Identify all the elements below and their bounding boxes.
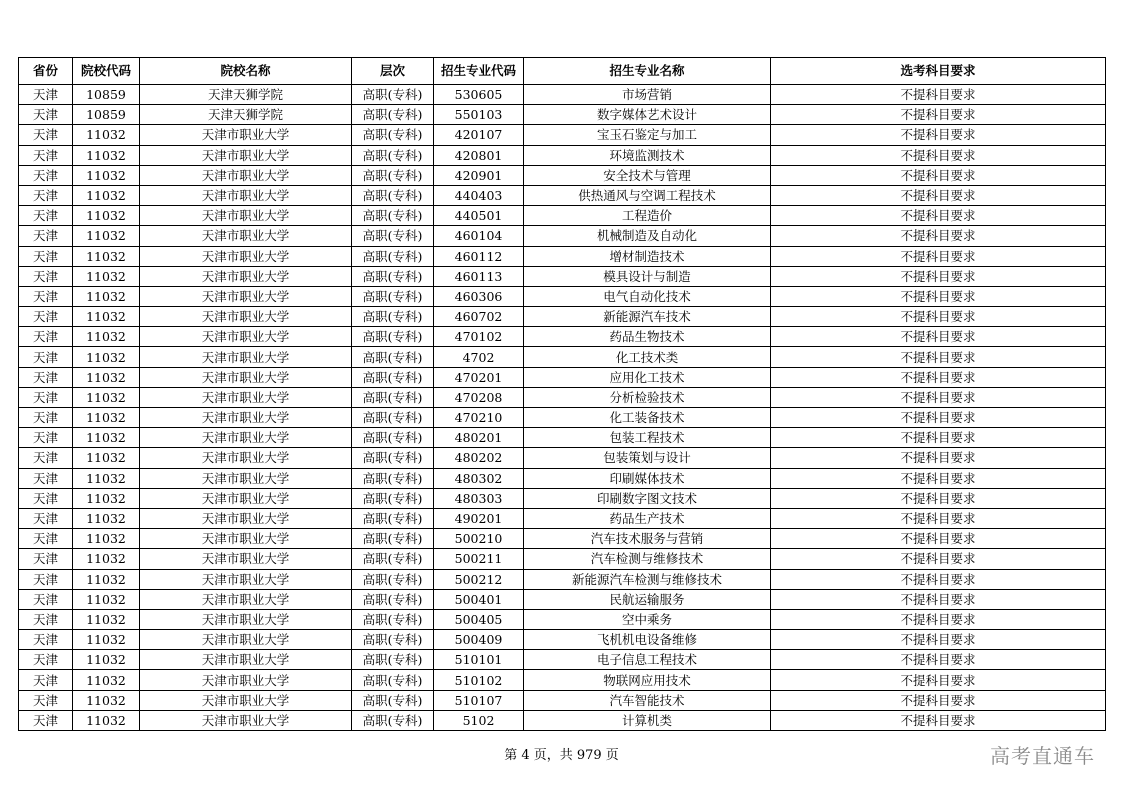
table-row [19,266,1106,286]
cell-school-name: 天津市职业大学 [140,367,352,387]
table-row [19,589,1106,609]
table-row [19,448,1106,468]
cell-subject-requirement: 不提科目要求 [771,529,1106,549]
table-row [19,206,1106,226]
cell-subject-requirement: 不提科目要求 [771,266,1106,286]
cell-major-name: 药品生产技术 [524,508,771,528]
cell-province: 天津 [19,428,73,448]
cell-level: 高职(专科) [352,367,434,387]
cell-level: 高职(专科) [352,145,434,165]
cell-school-name: 天津市职业大学 [140,226,352,246]
cell-subject-requirement: 不提科目要求 [771,206,1106,226]
cell-major-code: 5102 [434,710,524,730]
cell-level: 高职(专科) [352,206,434,226]
cell-subject-requirement: 不提科目要求 [771,670,1106,690]
cell-major-name: 电气自动化技术 [524,286,771,306]
cell-major-name: 模具设计与制造 [524,266,771,286]
cell-school-name: 天津市职业大学 [140,408,352,428]
cell-major-name: 环境监测技术 [524,145,771,165]
cell-school-name: 天津市职业大学 [140,488,352,508]
cell-level: 高职(专科) [352,609,434,629]
cell-level: 高职(专科) [352,185,434,205]
cell-school-code: 10859 [73,85,140,105]
cell-level: 高职(专科) [352,387,434,407]
header-row [19,58,1106,85]
cell-school-code: 11032 [73,569,140,589]
cell-major-code: 4702 [434,347,524,367]
admission-table-container [18,57,1105,731]
cell-major-name: 数字媒体艺术设计 [524,105,771,125]
cell-level: 高职(专科) [352,488,434,508]
cell-school-name: 天津市职业大学 [140,327,352,347]
cell-major-name: 增材制造技术 [524,246,771,266]
cell-level: 高职(专科) [352,650,434,670]
cell-subject-requirement: 不提科目要求 [771,367,1106,387]
cell-major-name: 电子信息工程技术 [524,650,771,670]
header-major-code: 招生专业代码 [434,58,524,85]
cell-major-code: 530605 [434,85,524,105]
cell-subject-requirement: 不提科目要求 [771,448,1106,468]
cell-subject-requirement: 不提科目要求 [771,145,1106,165]
cell-major-code: 510107 [434,690,524,710]
cell-school-code: 11032 [73,367,140,387]
cell-school-code: 11032 [73,508,140,528]
cell-major-code: 460306 [434,286,524,306]
cell-school-code: 11032 [73,630,140,650]
header-major-name: 招生专业名称 [524,58,771,85]
cell-major-code: 460702 [434,307,524,327]
cell-level: 高职(专科) [352,85,434,105]
cell-school-name: 天津市职业大学 [140,165,352,185]
table-row [19,569,1106,589]
cell-province: 天津 [19,387,73,407]
cell-major-name: 工程造价 [524,206,771,226]
cell-school-name: 天津市职业大学 [140,508,352,528]
cell-major-name: 计算机类 [524,710,771,730]
cell-province: 天津 [19,85,73,105]
cell-province: 天津 [19,165,73,185]
cell-subject-requirement: 不提科目要求 [771,710,1106,730]
table-row [19,185,1106,205]
table-row [19,670,1106,690]
table-row [19,428,1106,448]
table-row [19,408,1106,428]
cell-school-name: 天津市职业大学 [140,448,352,468]
cell-school-name: 天津天狮学院 [140,85,352,105]
cell-major-code: 550103 [434,105,524,125]
cell-major-name: 化工技术类 [524,347,771,367]
cell-province: 天津 [19,508,73,528]
table-row [19,226,1106,246]
cell-school-name: 天津市职业大学 [140,710,352,730]
cell-school-code: 11032 [73,589,140,609]
watermark-logo-text: 高考直通车 [990,744,1095,768]
cell-province: 天津 [19,206,73,226]
cell-major-name: 空中乘务 [524,609,771,629]
cell-school-code: 11032 [73,226,140,246]
cell-school-code: 11032 [73,327,140,347]
cell-school-code: 11032 [73,206,140,226]
cell-major-code: 480202 [434,448,524,468]
cell-province: 天津 [19,609,73,629]
cell-school-name: 天津市职业大学 [140,609,352,629]
cell-school-name: 天津市职业大学 [140,589,352,609]
cell-major-name: 新能源汽车技术 [524,307,771,327]
cell-major-name: 机械制造及自动化 [524,226,771,246]
cell-major-name: 供热通风与空调工程技术 [524,185,771,205]
header-level: 层次 [352,58,434,85]
cell-major-code: 470201 [434,367,524,387]
table-row [19,387,1106,407]
cell-school-code: 11032 [73,246,140,266]
cell-major-code: 420107 [434,125,524,145]
cell-school-code: 11032 [73,549,140,569]
cell-major-code: 500405 [434,609,524,629]
cell-major-code: 460104 [434,226,524,246]
cell-major-code: 470102 [434,327,524,347]
cell-level: 高职(专科) [352,569,434,589]
cell-level: 高职(专科) [352,246,434,266]
cell-province: 天津 [19,327,73,347]
header-school-name: 院校名称 [140,58,352,85]
cell-province: 天津 [19,710,73,730]
cell-province: 天津 [19,650,73,670]
cell-subject-requirement: 不提科目要求 [771,408,1106,428]
cell-level: 高职(专科) [352,347,434,367]
cell-province: 天津 [19,367,73,387]
cell-subject-requirement: 不提科目要求 [771,307,1106,327]
cell-province: 天津 [19,347,73,367]
cell-province: 天津 [19,529,73,549]
cell-major-name: 汽车智能技术 [524,690,771,710]
cell-school-name: 天津市职业大学 [140,468,352,488]
table-row [19,508,1106,528]
cell-school-code: 11032 [73,307,140,327]
cell-province: 天津 [19,125,73,145]
cell-province: 天津 [19,286,73,306]
cell-school-code: 11032 [73,408,140,428]
admission-requirements-table [18,57,1106,731]
table-row [19,529,1106,549]
cell-major-code: 440403 [434,185,524,205]
cell-level: 高职(专科) [352,589,434,609]
table-row [19,307,1106,327]
cell-province: 天津 [19,670,73,690]
cell-subject-requirement: 不提科目要求 [771,327,1106,347]
cell-level: 高职(专科) [352,529,434,549]
cell-school-code: 11032 [73,690,140,710]
cell-school-name: 天津市职业大学 [140,246,352,266]
cell-subject-requirement: 不提科目要求 [771,125,1106,145]
cell-province: 天津 [19,185,73,205]
cell-level: 高职(专科) [352,327,434,347]
cell-major-code: 480303 [434,488,524,508]
cell-subject-requirement: 不提科目要求 [771,609,1106,629]
cell-level: 高职(专科) [352,266,434,286]
cell-level: 高职(专科) [352,165,434,185]
cell-level: 高职(专科) [352,408,434,428]
cell-major-name: 飞机机电设备维修 [524,630,771,650]
table-row [19,165,1106,185]
cell-province: 天津 [19,468,73,488]
cell-province: 天津 [19,448,73,468]
cell-level: 高职(专科) [352,670,434,690]
cell-major-code: 420801 [434,145,524,165]
cell-school-name: 天津市职业大学 [140,347,352,367]
table-row [19,347,1106,367]
cell-level: 高职(专科) [352,468,434,488]
cell-major-code: 510101 [434,650,524,670]
cell-subject-requirement: 不提科目要求 [771,428,1106,448]
cell-major-name: 分析检验技术 [524,387,771,407]
cell-major-name: 汽车检测与维修技术 [524,549,771,569]
cell-level: 高职(专科) [352,428,434,448]
cell-major-name: 药品生物技术 [524,327,771,347]
cell-major-code: 510102 [434,670,524,690]
cell-province: 天津 [19,246,73,266]
table-row [19,488,1106,508]
cell-level: 高职(专科) [352,448,434,468]
cell-subject-requirement: 不提科目要求 [771,347,1106,367]
table-row [19,286,1106,306]
cell-school-code: 11032 [73,125,140,145]
cell-school-code: 11032 [73,428,140,448]
table-row [19,85,1106,105]
cell-school-code: 11032 [73,286,140,306]
cell-school-name: 天津市职业大学 [140,630,352,650]
cell-school-name: 天津市职业大学 [140,569,352,589]
table-row [19,327,1106,347]
cell-level: 高职(专科) [352,630,434,650]
cell-level: 高职(专科) [352,307,434,327]
cell-major-name: 包装工程技术 [524,428,771,448]
cell-subject-requirement: 不提科目要求 [771,569,1106,589]
table-row [19,650,1106,670]
cell-school-code: 11032 [73,145,140,165]
cell-major-name: 化工装备技术 [524,408,771,428]
cell-subject-requirement: 不提科目要求 [771,105,1106,125]
cell-major-code: 420901 [434,165,524,185]
cell-school-code: 11032 [73,347,140,367]
cell-school-name: 天津市职业大学 [140,286,352,306]
cell-major-code: 470208 [434,387,524,407]
cell-school-code: 11032 [73,185,140,205]
table-row [19,549,1106,569]
cell-school-name: 天津市职业大学 [140,650,352,670]
cell-major-code: 480201 [434,428,524,448]
cell-province: 天津 [19,569,73,589]
cell-subject-requirement: 不提科目要求 [771,165,1106,185]
table-row [19,468,1106,488]
cell-province: 天津 [19,307,73,327]
cell-province: 天津 [19,589,73,609]
cell-subject-requirement: 不提科目要求 [771,630,1106,650]
cell-province: 天津 [19,145,73,165]
cell-school-code: 11032 [73,387,140,407]
cell-school-name: 天津市职业大学 [140,690,352,710]
cell-level: 高职(专科) [352,105,434,125]
table-row [19,145,1106,165]
table-body [19,85,1106,731]
cell-major-name: 安全技术与管理 [524,165,771,185]
header-province: 省份 [19,58,73,85]
cell-major-name: 宝玉石鉴定与加工 [524,125,771,145]
cell-school-name: 天津市职业大学 [140,428,352,448]
cell-school-name: 天津天狮学院 [140,105,352,125]
header-school-code: 院校代码 [73,58,140,85]
cell-school-name: 天津市职业大学 [140,266,352,286]
cell-major-code: 480302 [434,468,524,488]
cell-subject-requirement: 不提科目要求 [771,387,1106,407]
cell-school-name: 天津市职业大学 [140,387,352,407]
table-row [19,367,1106,387]
cell-major-code: 490201 [434,508,524,528]
cell-subject-requirement: 不提科目要求 [771,226,1106,246]
cell-school-code: 11032 [73,468,140,488]
cell-school-code: 11032 [73,529,140,549]
cell-major-code: 500210 [434,529,524,549]
cell-major-name: 包装策划与设计 [524,448,771,468]
cell-school-name: 天津市职业大学 [140,670,352,690]
cell-subject-requirement: 不提科目要求 [771,85,1106,105]
cell-province: 天津 [19,408,73,428]
cell-subject-requirement: 不提科目要求 [771,286,1106,306]
cell-school-code: 11032 [73,165,140,185]
cell-level: 高职(专科) [352,710,434,730]
cell-school-code: 11032 [73,266,140,286]
cell-school-name: 天津市职业大学 [140,206,352,226]
cell-school-name: 天津市职业大学 [140,307,352,327]
cell-school-code: 11032 [73,609,140,629]
cell-level: 高职(专科) [352,690,434,710]
table-row [19,105,1106,125]
cell-major-code: 500409 [434,630,524,650]
cell-major-code: 470210 [434,408,524,428]
header-subject-requirement: 选考科目要求 [771,58,1106,85]
cell-province: 天津 [19,266,73,286]
cell-subject-requirement: 不提科目要求 [771,185,1106,205]
table-row [19,710,1106,730]
cell-level: 高职(专科) [352,125,434,145]
cell-major-code: 460112 [434,246,524,266]
cell-major-code: 440501 [434,206,524,226]
cell-subject-requirement: 不提科目要求 [771,589,1106,609]
cell-level: 高职(专科) [352,226,434,246]
cell-level: 高职(专科) [352,508,434,528]
cell-major-name: 市场营销 [524,85,771,105]
cell-major-name: 汽车技术服务与营销 [524,529,771,549]
cell-subject-requirement: 不提科目要求 [771,650,1106,670]
cell-school-name: 天津市职业大学 [140,549,352,569]
cell-province: 天津 [19,105,73,125]
cell-major-name: 民航运输服务 [524,589,771,609]
table-row [19,246,1106,266]
cell-school-name: 天津市职业大学 [140,145,352,165]
cell-major-code: 500212 [434,569,524,589]
cell-school-name: 天津市职业大学 [140,185,352,205]
cell-major-name: 应用化工技术 [524,367,771,387]
table-row [19,690,1106,710]
cell-school-name: 天津市职业大学 [140,125,352,145]
cell-province: 天津 [19,226,73,246]
table-row [19,630,1106,650]
cell-level: 高职(专科) [352,549,434,569]
cell-province: 天津 [19,488,73,508]
table-header [19,58,1106,85]
cell-school-code: 11032 [73,710,140,730]
cell-level: 高职(专科) [352,286,434,306]
table-row [19,125,1106,145]
cell-subject-requirement: 不提科目要求 [771,246,1106,266]
cell-major-code: 500211 [434,549,524,569]
cell-school-code: 11032 [73,448,140,468]
cell-subject-requirement: 不提科目要求 [771,549,1106,569]
cell-major-code: 500401 [434,589,524,609]
cell-school-code: 11032 [73,488,140,508]
cell-major-name: 印刷媒体技术 [524,468,771,488]
cell-school-code: 11032 [73,650,140,670]
cell-school-name: 天津市职业大学 [140,529,352,549]
cell-subject-requirement: 不提科目要求 [771,508,1106,528]
cell-major-name: 新能源汽车检测与维修技术 [524,569,771,589]
cell-subject-requirement: 不提科目要求 [771,468,1106,488]
cell-major-name: 物联网应用技术 [524,670,771,690]
cell-school-code: 10859 [73,105,140,125]
cell-province: 天津 [19,549,73,569]
cell-subject-requirement: 不提科目要求 [771,488,1106,508]
page-number-footer: 第 4 页，共 979 页 [504,748,619,763]
cell-major-code: 460113 [434,266,524,286]
cell-province: 天津 [19,690,73,710]
table-row [19,609,1106,629]
cell-province: 天津 [19,630,73,650]
cell-school-code: 11032 [73,670,140,690]
cell-subject-requirement: 不提科目要求 [771,690,1106,710]
cell-major-name: 印刷数字图文技术 [524,488,771,508]
